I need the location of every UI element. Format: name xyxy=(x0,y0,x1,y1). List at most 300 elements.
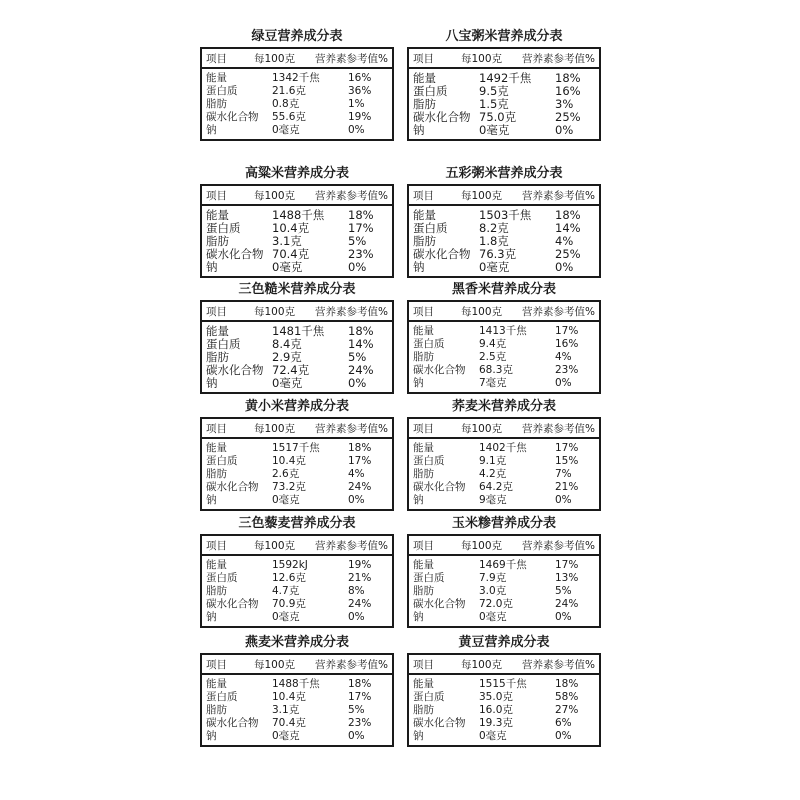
nutrient-nrv: 0% xyxy=(348,611,365,623)
nutrient-name: 碳水化合物 xyxy=(206,247,264,261)
nutrient-nrv: 17% xyxy=(555,559,579,571)
table-row xyxy=(413,455,595,468)
nutrient-amount: 64.2克 xyxy=(479,481,513,493)
header-nrv: 营养素参考值% xyxy=(522,422,595,435)
header-per100: 每100克 xyxy=(461,539,503,552)
nutrient-name: 蛋白质 xyxy=(413,691,445,703)
nutrient-nrv: 18% xyxy=(555,678,579,690)
card-title: 三色糙米营养成分表 xyxy=(238,282,356,297)
table-row xyxy=(206,572,388,585)
table-row xyxy=(206,585,388,598)
nutrient-name: 蛋白质 xyxy=(206,85,238,97)
nutrient-amount: 1488千焦 xyxy=(272,678,320,690)
nutrient-nrv: 4% xyxy=(555,351,572,363)
table-row xyxy=(206,678,388,691)
nutrient-amount: 68.3克 xyxy=(479,364,513,376)
nutrient-amount: 10.4克 xyxy=(272,221,310,235)
nutrient-amount: 1413千焦 xyxy=(479,325,527,337)
nutrient-name: 脂肪 xyxy=(413,97,436,111)
table-row xyxy=(413,364,595,377)
table-row xyxy=(413,338,595,351)
nutrient-amount: 1488千焦 xyxy=(272,208,325,222)
table-body xyxy=(202,675,392,745)
nutrient-amount: 7.9克 xyxy=(479,572,507,584)
header-item: 项目 xyxy=(413,52,434,65)
nutrient-amount: 10.4克 xyxy=(272,455,306,467)
header-per100: 每100克 xyxy=(254,305,296,318)
nutrient-nrv: 0% xyxy=(555,123,574,137)
header-item: 项目 xyxy=(413,189,434,202)
nutrient-nrv: 14% xyxy=(555,221,581,235)
nutrient-nrv: 18% xyxy=(348,442,372,454)
table-row xyxy=(206,598,388,611)
nutrient-nrv: 21% xyxy=(555,481,579,493)
nutrient-name: 碳水化合物 xyxy=(206,481,259,493)
header-nrv: 营养素参考值% xyxy=(522,305,595,318)
card-title: 三色藜麦营养成分表 xyxy=(238,516,356,531)
nutrient-amount: 0.8克 xyxy=(272,98,300,110)
nutrient-name: 能量 xyxy=(413,71,436,85)
nutrient-name: 碳水化合物 xyxy=(206,717,259,729)
nutrient-amount: 1503千焦 xyxy=(479,208,532,222)
nutrient-nrv: 25% xyxy=(555,247,581,261)
nutrient-name: 能量 xyxy=(206,72,227,84)
table-row xyxy=(206,72,388,85)
nutrition-table xyxy=(407,534,601,628)
table-row xyxy=(413,704,595,717)
card-title: 黄小米营养成分表 xyxy=(244,399,349,414)
nutrient-name: 碳水化合物 xyxy=(206,111,259,123)
header-nrv: 营养素参考值% xyxy=(522,658,595,671)
table-row xyxy=(206,85,388,98)
nutrition-table xyxy=(407,184,601,278)
nutrient-name: 蛋白质 xyxy=(413,572,445,584)
nutrient-name: 脂肪 xyxy=(206,98,227,110)
nutrient-name: 蛋白质 xyxy=(206,221,241,235)
nutrient-nrv: 23% xyxy=(348,717,372,729)
table-header xyxy=(409,302,599,322)
nutrient-nrv: 13% xyxy=(555,572,579,584)
table-row xyxy=(413,678,595,691)
nutrient-nrv: 18% xyxy=(348,208,374,222)
table-header xyxy=(409,186,599,206)
nutrient-nrv: 0% xyxy=(348,124,365,136)
nutrient-nrv: 6% xyxy=(555,717,572,729)
nutrient-nrv: 0% xyxy=(348,376,367,390)
nutrient-nrv: 5% xyxy=(348,704,365,716)
nutrient-amount: 0毫克 xyxy=(479,123,510,137)
nutrient-amount: 70.4克 xyxy=(272,717,306,729)
nutrient-amount: 35.0克 xyxy=(479,691,513,703)
nutrient-amount: 0毫克 xyxy=(272,730,300,742)
nutrition-card-9 xyxy=(407,514,601,628)
header-item: 项目 xyxy=(206,189,227,202)
nutrient-nrv: 0% xyxy=(555,377,572,389)
table-header xyxy=(409,536,599,556)
nutrient-nrv: 17% xyxy=(555,442,579,454)
nutrient-amount: 12.6克 xyxy=(272,572,306,584)
table-row xyxy=(413,691,595,704)
header-per100: 每100克 xyxy=(461,52,503,65)
header-nrv: 营养素参考值% xyxy=(315,305,388,318)
nutrient-nrv: 24% xyxy=(555,598,579,610)
table-header xyxy=(202,49,392,69)
nutrient-amount: 2.6克 xyxy=(272,468,300,480)
header-item: 项目 xyxy=(413,305,434,318)
table-row xyxy=(206,481,388,494)
table-row xyxy=(206,455,388,468)
table-row xyxy=(413,717,595,730)
nutrition-card-2 xyxy=(200,164,394,278)
table-row xyxy=(206,611,388,624)
nutrient-amount: 21.6克 xyxy=(272,85,306,97)
header-per100: 每100克 xyxy=(461,658,503,671)
nutrient-nrv: 0% xyxy=(555,730,572,742)
nutrition-table xyxy=(200,47,394,141)
header-per100: 每100克 xyxy=(254,539,296,552)
nutrient-name: 钠 xyxy=(206,611,217,623)
header-item: 项目 xyxy=(206,52,227,65)
nutrition-table xyxy=(407,47,601,141)
table-row xyxy=(206,442,388,455)
nutrient-name: 钠 xyxy=(206,730,217,742)
table-header xyxy=(202,302,392,322)
nutrient-name: 能量 xyxy=(206,324,229,338)
header-item: 项目 xyxy=(206,422,227,435)
table-row xyxy=(413,468,595,481)
table-row xyxy=(206,98,388,111)
nutrient-amount: 3.1克 xyxy=(272,704,300,716)
header-nrv: 营养素参考值% xyxy=(315,539,388,552)
nutrient-amount: 1342千焦 xyxy=(272,72,320,84)
header-nrv: 营养素参考值% xyxy=(315,422,388,435)
table-row xyxy=(413,611,595,624)
nutrient-amount: 0毫克 xyxy=(479,611,507,623)
nutrient-amount: 9.4克 xyxy=(479,338,507,350)
nutrient-nrv: 23% xyxy=(348,247,374,261)
nutrition-table xyxy=(407,417,601,511)
nutrient-name: 能量 xyxy=(206,678,227,690)
nutrient-name: 钠 xyxy=(413,611,424,623)
nutrient-amount: 4.2克 xyxy=(479,468,507,480)
nutrient-name: 碳水化合物 xyxy=(413,717,466,729)
nutrient-name: 能量 xyxy=(413,678,434,690)
nutrient-name: 脂肪 xyxy=(206,468,227,480)
nutrient-amount: 73.2克 xyxy=(272,481,306,493)
header-per100: 每100克 xyxy=(254,422,296,435)
nutrient-name: 脂肪 xyxy=(206,234,229,248)
nutrition-table xyxy=(200,300,394,394)
header-nrv: 营养素参考值% xyxy=(315,189,388,202)
nutrient-name: 脂肪 xyxy=(413,234,436,248)
table-header xyxy=(409,655,599,675)
nutrient-amount: 70.9克 xyxy=(272,598,306,610)
table-header xyxy=(202,419,392,439)
nutrient-name: 蛋白质 xyxy=(206,337,241,351)
header-nrv: 营养素参考值% xyxy=(315,658,388,671)
nutrient-name: 脂肪 xyxy=(413,468,434,480)
nutrient-amount: 1517千焦 xyxy=(272,442,320,454)
nutrient-name: 蛋白质 xyxy=(206,572,238,584)
nutrient-nrv: 0% xyxy=(348,730,365,742)
nutrient-amount: 70.4克 xyxy=(272,247,310,261)
nutrient-name: 蛋白质 xyxy=(413,221,448,235)
nutrient-name: 钠 xyxy=(206,494,217,506)
table-row xyxy=(206,111,388,124)
header-item: 项目 xyxy=(206,305,227,318)
card-title: 玉米糁营养成分表 xyxy=(451,516,556,531)
nutrient-amount: 4.7克 xyxy=(272,585,300,597)
header-per100: 每100克 xyxy=(461,305,503,318)
nutrient-name: 蛋白质 xyxy=(413,338,445,350)
nutrient-nrv: 58% xyxy=(555,691,579,703)
nutrition-table xyxy=(200,653,394,747)
nutrient-name: 钠 xyxy=(413,260,425,274)
nutrient-name: 钠 xyxy=(206,124,217,136)
nutrient-amount: 9毫克 xyxy=(479,494,507,506)
nutrient-amount: 0毫克 xyxy=(479,730,507,742)
table-header xyxy=(202,536,392,556)
header-per100: 每100克 xyxy=(254,52,296,65)
nutrient-amount: 8.2克 xyxy=(479,221,509,235)
nutrient-amount: 1481千焦 xyxy=(272,324,325,338)
nutrient-name: 脂肪 xyxy=(206,585,227,597)
nutrient-nrv: 24% xyxy=(348,598,372,610)
table-body xyxy=(409,675,599,745)
nutrient-amount: 0毫克 xyxy=(272,376,303,390)
header-item: 项目 xyxy=(413,539,434,552)
nutrient-amount: 0毫克 xyxy=(479,260,510,274)
nutrient-nrv: 17% xyxy=(348,221,374,235)
table-row xyxy=(413,572,595,585)
table-row xyxy=(206,717,388,730)
nutrient-amount: 3.1克 xyxy=(272,234,302,248)
nutrient-name: 脂肪 xyxy=(206,350,229,364)
nutrient-amount: 1492千焦 xyxy=(479,71,532,85)
nutrient-nrv: 0% xyxy=(555,260,574,274)
nutrient-name: 能量 xyxy=(206,208,229,222)
nutrient-nrv: 0% xyxy=(555,611,572,623)
nutrient-amount: 2.9克 xyxy=(272,350,302,364)
nutrient-nrv: 19% xyxy=(348,111,372,123)
table-body xyxy=(202,439,392,509)
nutrient-nrv: 16% xyxy=(555,84,581,98)
header-nrv: 营养素参考值% xyxy=(522,539,595,552)
table-row xyxy=(206,494,388,507)
header-nrv: 营养素参考值% xyxy=(315,52,388,65)
nutrient-name: 脂肪 xyxy=(413,351,434,363)
header-item: 项目 xyxy=(206,539,227,552)
nutrient-nrv: 7% xyxy=(555,468,572,480)
nutrition-card-10 xyxy=(200,633,394,747)
nutrient-amount: 0毫克 xyxy=(272,611,300,623)
nutrient-nrv: 8% xyxy=(348,585,365,597)
table-body xyxy=(202,206,392,276)
nutrient-amount: 2.5克 xyxy=(479,351,507,363)
table-header xyxy=(202,655,392,675)
nutrient-nrv: 5% xyxy=(555,585,572,597)
nutrient-name: 能量 xyxy=(206,559,227,571)
header-item: 项目 xyxy=(413,422,434,435)
header-nrv: 营养素参考值% xyxy=(522,52,595,65)
nutrient-name: 钠 xyxy=(413,123,425,137)
nutrient-nrv: 17% xyxy=(348,691,372,703)
nutrient-amount: 0毫克 xyxy=(272,124,300,136)
table-row xyxy=(413,494,595,507)
header-item: 项目 xyxy=(413,658,434,671)
table-header xyxy=(409,49,599,69)
nutrient-name: 能量 xyxy=(413,442,434,454)
nutrient-name: 能量 xyxy=(413,325,434,337)
nutrition-card-3 xyxy=(407,164,601,278)
table-body xyxy=(409,322,599,392)
table-header xyxy=(202,186,392,206)
nutrition-table xyxy=(407,653,601,747)
nutrient-amount: 1.8克 xyxy=(479,234,509,248)
nutrient-name: 脂肪 xyxy=(413,704,434,716)
nutrient-nrv: 18% xyxy=(348,324,374,338)
nutrient-name: 钠 xyxy=(206,260,218,274)
card-title: 黄豆营养成分表 xyxy=(458,635,550,650)
nutrient-name: 钠 xyxy=(206,376,218,390)
nutrient-name: 钠 xyxy=(413,377,424,389)
card-title: 八宝粥米营养成分表 xyxy=(445,29,563,44)
card-title: 燕麦米营养成分表 xyxy=(244,635,349,650)
card-title: 黑香米营养成分表 xyxy=(451,282,556,297)
nutrient-nrv: 5% xyxy=(348,350,367,364)
nutrient-nrv: 4% xyxy=(348,468,365,480)
nutrient-name: 钠 xyxy=(413,730,424,742)
nutrition-card-7 xyxy=(407,397,601,511)
table-row xyxy=(206,124,388,137)
table-row xyxy=(413,598,595,611)
nutrient-amount: 0毫克 xyxy=(272,494,300,506)
table-row xyxy=(413,325,595,338)
nutrient-amount: 1402千焦 xyxy=(479,442,527,454)
nutrient-nrv: 1% xyxy=(348,98,365,110)
nutrient-nrv: 27% xyxy=(555,704,579,716)
table-row xyxy=(413,261,595,274)
table-body xyxy=(202,322,392,392)
nutrient-nrv: 18% xyxy=(555,208,581,222)
card-title: 高粱米营养成分表 xyxy=(244,166,349,181)
nutrient-name: 蛋白质 xyxy=(413,455,445,467)
nutrition-table xyxy=(407,300,601,394)
nutrition-card-6 xyxy=(200,397,394,511)
table-row xyxy=(206,468,388,481)
nutrient-nrv: 0% xyxy=(555,494,572,506)
nutrient-name: 碳水化合物 xyxy=(413,247,471,261)
nutrient-nrv: 0% xyxy=(348,260,367,274)
nutrient-name: 蛋白质 xyxy=(206,691,238,703)
table-row xyxy=(206,691,388,704)
nutrient-amount: 1592kJ xyxy=(272,559,308,571)
nutrient-name: 能量 xyxy=(413,208,436,222)
nutrient-nrv: 16% xyxy=(555,338,579,350)
header-per100: 每100克 xyxy=(254,658,296,671)
nutrient-name: 能量 xyxy=(206,442,227,454)
table-body xyxy=(409,69,599,139)
nutrient-nrv: 17% xyxy=(348,455,372,467)
table-body xyxy=(409,556,599,626)
nutrient-nrv: 17% xyxy=(555,325,579,337)
nutrient-name: 钠 xyxy=(413,494,424,506)
nutrient-nrv: 18% xyxy=(348,678,372,690)
nutrient-name: 碳水化合物 xyxy=(206,363,264,377)
nutrient-amount: 3.0克 xyxy=(479,585,507,597)
table-row xyxy=(413,124,595,137)
header-per100: 每100克 xyxy=(461,189,503,202)
nutrient-nrv: 18% xyxy=(555,71,581,85)
table-row xyxy=(206,704,388,717)
header-per100: 每100克 xyxy=(461,422,503,435)
nutrient-name: 碳水化合物 xyxy=(413,598,466,610)
nutrition-card-5 xyxy=(407,280,601,394)
table-body xyxy=(202,556,392,626)
nutrient-nrv: 14% xyxy=(348,337,374,351)
table-body xyxy=(409,439,599,509)
nutrient-amount: 7毫克 xyxy=(479,377,507,389)
nutrient-amount: 10.4克 xyxy=(272,691,306,703)
nutrient-nrv: 15% xyxy=(555,455,579,467)
nutrient-nrv: 21% xyxy=(348,572,372,584)
card-title: 绿豆营养成分表 xyxy=(251,29,343,44)
nutrient-nrv: 36% xyxy=(348,85,372,97)
nutrition-table xyxy=(200,184,394,278)
nutrient-name: 蛋白质 xyxy=(206,455,238,467)
nutrition-card-8 xyxy=(200,514,394,628)
header-per100: 每100克 xyxy=(254,189,296,202)
nutrient-name: 蛋白质 xyxy=(413,84,448,98)
nutrient-amount: 72.4克 xyxy=(272,363,310,377)
table-row xyxy=(413,442,595,455)
header-item: 项目 xyxy=(206,658,227,671)
nutrient-nrv: 3% xyxy=(555,97,574,111)
table-header xyxy=(409,419,599,439)
nutrition-card-4 xyxy=(200,280,394,394)
nutrient-nrv: 23% xyxy=(555,364,579,376)
table-row xyxy=(206,559,388,572)
card-title: 荞麦米营养成分表 xyxy=(451,399,556,414)
nutrient-amount: 9.1克 xyxy=(479,455,507,467)
header-nrv: 营养素参考值% xyxy=(522,189,595,202)
nutrient-name: 脂肪 xyxy=(413,585,434,597)
nutrient-nrv: 4% xyxy=(555,234,574,248)
nutrient-nrv: 0% xyxy=(348,494,365,506)
table-body xyxy=(409,206,599,276)
nutrient-amount: 19.3克 xyxy=(479,717,513,729)
nutrient-name: 能量 xyxy=(413,559,434,571)
nutrient-nrv: 24% xyxy=(348,481,372,493)
nutrient-name: 碳水化合物 xyxy=(413,481,466,493)
nutrient-amount: 16.0克 xyxy=(479,704,513,716)
card-title: 五彩粥米营养成分表 xyxy=(445,166,563,181)
nutrition-card-11 xyxy=(407,633,601,747)
nutrient-amount: 8.4克 xyxy=(272,337,302,351)
nutrition-table xyxy=(200,417,394,511)
nutrient-nrv: 16% xyxy=(348,72,372,84)
nutrient-amount: 1.5克 xyxy=(479,97,509,111)
nutrient-amount: 76.3克 xyxy=(479,247,517,261)
nutrition-card-1 xyxy=(407,27,601,141)
table-row xyxy=(413,351,595,364)
table-row xyxy=(206,261,388,274)
nutrition-card-0 xyxy=(200,27,394,141)
nutrient-amount: 55.6克 xyxy=(272,111,306,123)
table-row xyxy=(413,559,595,572)
table-row xyxy=(413,585,595,598)
nutrient-amount: 9.5克 xyxy=(479,84,509,98)
